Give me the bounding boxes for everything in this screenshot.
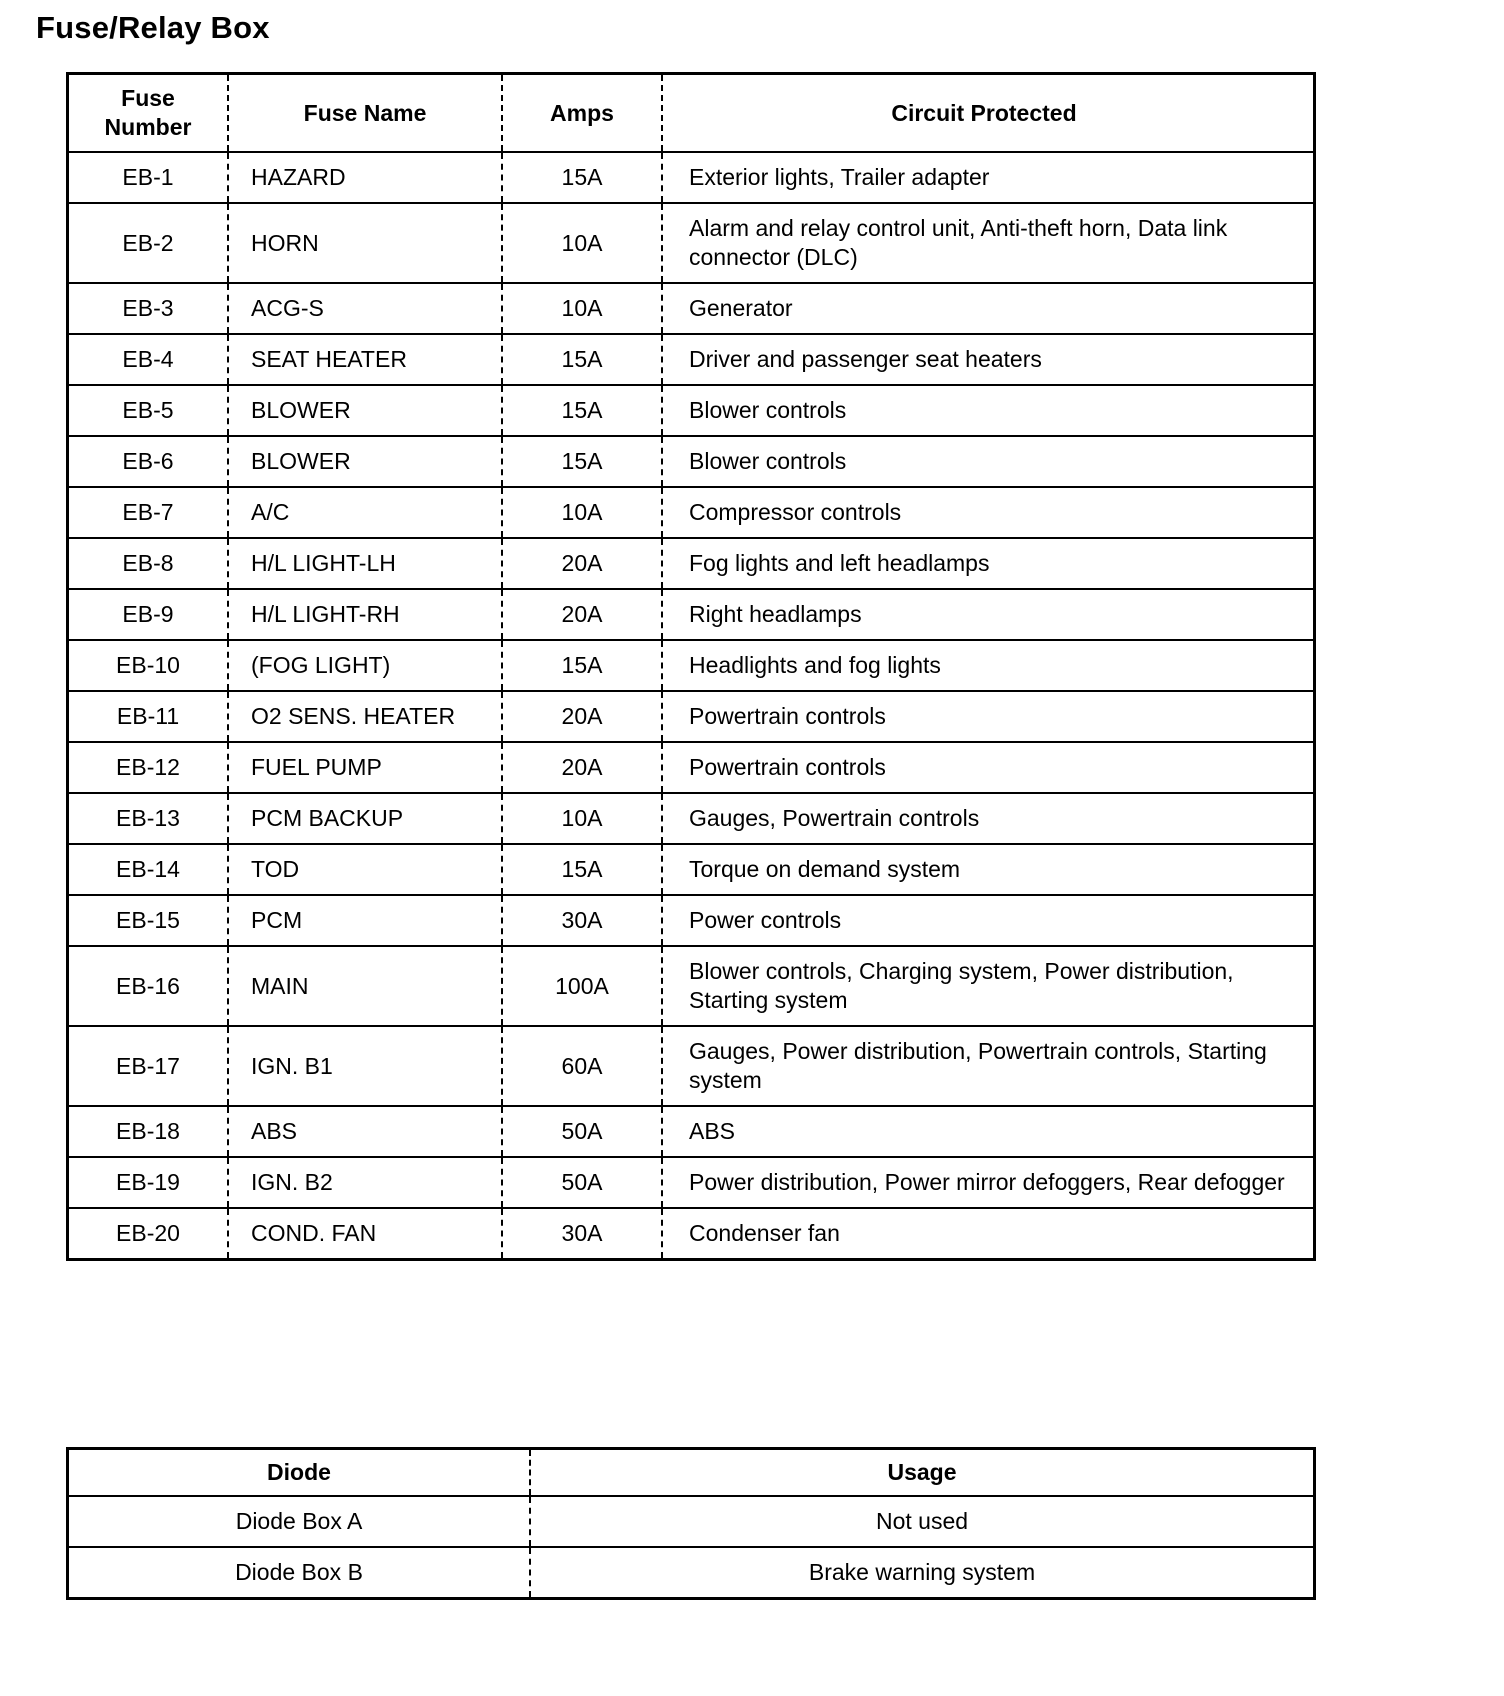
- table-row: [69, 1208, 1313, 1258]
- amps-cell: 50A: [502, 1157, 662, 1208]
- circuit-protected-cell: Driver and passenger seat heaters: [662, 334, 1313, 385]
- circuit-protected-cell: Torque on demand system: [662, 844, 1313, 895]
- amps-cell: 20A: [502, 742, 662, 793]
- fuse-name-cell: BLOWER: [228, 436, 502, 487]
- fuse-number-cell: EB-3: [69, 283, 228, 334]
- table-row: [69, 1496, 1313, 1547]
- fuse-name-cell: A/C: [228, 487, 502, 538]
- amps-cell: 20A: [502, 589, 662, 640]
- fuse-number-cell: EB-16: [69, 946, 228, 1026]
- circuit-protected-cell: Gauges, Powertrain controls: [662, 793, 1313, 844]
- circuit-protected-cell: Power controls: [662, 895, 1313, 946]
- amps-cell: 15A: [502, 640, 662, 691]
- fuse-number-cell: EB-20: [116, 1220, 180, 1246]
- usage-header: Usage: [530, 1450, 1313, 1496]
- circuit-protected-cell: Headlights and fog lights: [662, 640, 1313, 691]
- diode-header: Diode: [69, 1450, 530, 1496]
- amps-cell: 15A: [502, 334, 662, 385]
- circuit-protected-cell: Condenser fan: [662, 1208, 1313, 1258]
- fuse-name-cell: FUEL PUMP: [228, 742, 502, 793]
- fuse-name-cell: COND. FAN: [228, 1208, 502, 1258]
- diode-table: [66, 1447, 1316, 1600]
- fuse-name-cell: PCM BACKUP: [228, 793, 502, 844]
- circuit-protected-cell: Gauges, Power distribution, Powertrain controls, Starting system: [662, 1026, 1313, 1106]
- fuse-relay-table-grid: [69, 75, 1313, 1258]
- amps-cell: 30A: [502, 895, 662, 946]
- fuse-name-cell: IGN. B2: [228, 1157, 502, 1208]
- fuse-number-cell: EB-6: [69, 436, 228, 487]
- table-row: [69, 334, 1313, 385]
- amps-cell: 10A: [502, 487, 662, 538]
- fuse-number-cell: EB-10: [69, 640, 228, 691]
- circuit-protected-cell: Blower controls, Charging system, Power distribution, Starting system: [662, 946, 1313, 1026]
- fuse-name-cell: H/L LIGHT-LH: [228, 538, 502, 589]
- circuit-protected-cell: ABS: [662, 1106, 1313, 1157]
- fuse-number-cell: EB-12: [69, 742, 228, 793]
- amps-cell: 50A: [502, 1106, 662, 1157]
- fuse-number-cell: EB-2: [69, 203, 228, 283]
- fuse-number-header: Fuse Number: [69, 75, 228, 152]
- table-row: [69, 844, 1313, 895]
- fuse-name-cell: BLOWER: [228, 385, 502, 436]
- circuit-protected-cell: Powertrain controls: [662, 742, 1313, 793]
- fuse-name-cell: TOD: [228, 844, 502, 895]
- circuit-protected-cell: Alarm and relay control unit, Anti-theft horn, Data link connector (DLC): [662, 203, 1313, 283]
- fuse-name-header: Fuse Name: [228, 75, 502, 152]
- circuit-protected-cell: Right headlamps: [662, 589, 1313, 640]
- amps-header: Amps: [502, 75, 662, 152]
- circuit-protected-cell: Compressor controls: [662, 487, 1313, 538]
- table-row: [69, 742, 1313, 793]
- fuse-number-cell: EB-18: [69, 1106, 228, 1157]
- fuse-name-cell: O2 SENS. HEATER: [228, 691, 502, 742]
- fuse-name-cell: IGN. B1: [228, 1026, 502, 1106]
- diode-table-grid: [69, 1450, 1313, 1597]
- fuse-number-cell: EB-14: [69, 844, 228, 895]
- diode-table-header-row: [69, 1450, 1313, 1496]
- table-row: [69, 589, 1313, 640]
- table-row: [69, 385, 1313, 436]
- table-row: [69, 946, 1313, 1026]
- amps-cell: 15A: [502, 844, 662, 895]
- fuse-number-cell: EB-13: [69, 793, 228, 844]
- table-row: [69, 283, 1313, 334]
- fuse-name-cell: MAIN: [228, 946, 502, 1026]
- amps-cell: 30A: [502, 1208, 662, 1258]
- amps-cell: 60A: [502, 1026, 662, 1106]
- circuit-protected-cell: Powertrain controls: [662, 691, 1313, 742]
- usage-cell: Brake warning system: [530, 1547, 1313, 1597]
- amps-cell: 15A: [502, 436, 662, 487]
- amps-cell: 10A: [502, 283, 662, 334]
- fuse-table-header-row: [69, 75, 1313, 152]
- fuse-name-cell: HORN: [228, 203, 502, 283]
- table-row: [69, 1106, 1313, 1157]
- diode-cell: Diode Box A: [69, 1496, 530, 1547]
- table-row: [69, 1547, 1313, 1597]
- table-row: [69, 691, 1313, 742]
- fuse-name-cell: ACG-S: [228, 283, 502, 334]
- amps-cell: 20A: [502, 538, 662, 589]
- fuse-number-cell: EB-4: [69, 334, 228, 385]
- amps-cell: 10A: [502, 793, 662, 844]
- amps-cell: 100A: [502, 946, 662, 1026]
- fuse-number-cell: EB-8: [69, 538, 228, 589]
- table-row: [69, 1026, 1313, 1106]
- diode-cell: Diode Box B: [235, 1559, 363, 1585]
- circuit-protected-cell: Generator: [662, 283, 1313, 334]
- fuse-number-cell: EB-7: [69, 487, 228, 538]
- table-row: [69, 793, 1313, 844]
- fuse-name-cell: HAZARD: [228, 152, 502, 203]
- fuse-number-cell: EB-11: [69, 691, 228, 742]
- usage-cell: Not used: [530, 1496, 1313, 1547]
- circuit-protected-cell: Fog lights and left headlamps: [662, 538, 1313, 589]
- fuse-number-cell: EB-19: [69, 1157, 228, 1208]
- fuse-number-cell: EB-17: [69, 1026, 228, 1106]
- table-row: [69, 436, 1313, 487]
- table-row: [69, 487, 1313, 538]
- circuit-protected-cell: Blower controls: [662, 436, 1313, 487]
- circuit-protected-cell: Power distribution, Power mirror defoggers, Rear defogger: [662, 1157, 1313, 1208]
- circuit-protected-cell: Exterior lights, Trailer adapter: [662, 152, 1313, 203]
- fuse-name-cell: ABS: [228, 1106, 502, 1157]
- table-row: [69, 1157, 1313, 1208]
- fuse-name-cell: H/L LIGHT-RH: [228, 589, 502, 640]
- diode-table-head: [69, 1450, 1313, 1496]
- fuse-number-cell: EB-9: [69, 589, 228, 640]
- fuse-number-cell: EB-1: [69, 152, 228, 203]
- fuse-relay-table: [66, 72, 1316, 1261]
- page-title: Fuse/Relay Box: [36, 10, 270, 45]
- fuse-number-cell: EB-5: [69, 385, 228, 436]
- table-row: [69, 640, 1313, 691]
- amps-cell: 15A: [502, 385, 662, 436]
- fuse-table-head: [69, 75, 1313, 152]
- fuse-name-cell: PCM: [228, 895, 502, 946]
- circuit-protected-header: Circuit Protected: [662, 75, 1313, 152]
- fuse-table-body: [69, 152, 1313, 1258]
- fuse-name-cell: SEAT HEATER: [228, 334, 502, 385]
- fuse-number-cell: EB-15: [69, 895, 228, 946]
- circuit-protected-cell: Blower controls: [662, 385, 1313, 436]
- table-row: [69, 895, 1313, 946]
- amps-cell: 15A: [502, 152, 662, 203]
- table-row: [69, 152, 1313, 203]
- amps-cell: 10A: [502, 203, 662, 283]
- table-row: [69, 538, 1313, 589]
- diode-table-body: [69, 1496, 1313, 1597]
- table-row: [69, 203, 1313, 283]
- amps-cell: 20A: [502, 691, 662, 742]
- fuse-name-cell: (FOG LIGHT): [228, 640, 502, 691]
